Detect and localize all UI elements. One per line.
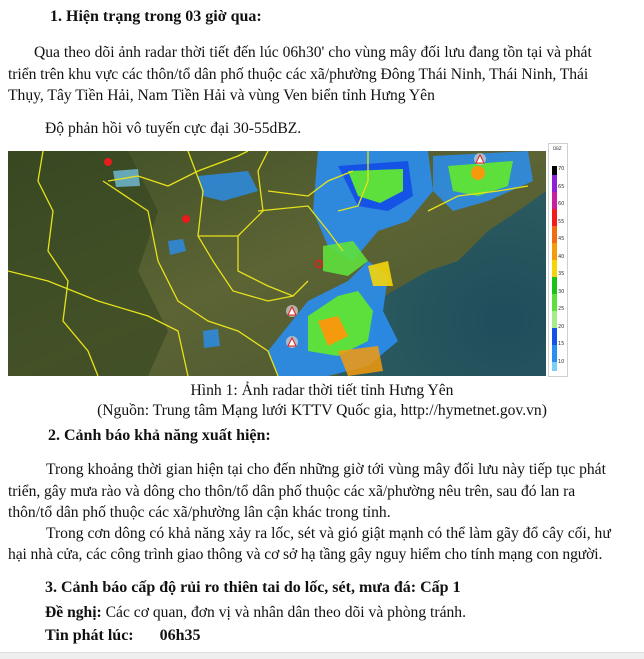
recommendation-text: Các cơ quan, đơn vị và nhân dân theo dõi và phòng tránh. [101, 604, 466, 621]
warning-icon [474, 153, 486, 165]
legend-tick-label: 40 [558, 253, 565, 260]
figure-caption: Hình 1: Ảnh radar thời tiết tỉnh Hưng Yên [190, 382, 454, 399]
legend-color-segment [552, 166, 557, 175]
legend-tick-label: 70 [558, 166, 565, 172]
section2-p2-line1: Trong cơn dông có khả năng xảy ra lốc, sét và gió giật mạnh có thể làm gãy đổ cây cối, hư [46, 525, 611, 542]
legend-tick-label: 10 [558, 358, 565, 365]
legend-color-segment [552, 277, 557, 294]
legend-color-segment [552, 175, 557, 192]
legend-tick-label: 45 [558, 236, 565, 242]
legend-tick-label: 20 [558, 323, 565, 330]
section1-paragraph-line2: triển trên khu vực các thôn/tổ dân phố thuộc các xã/phường Đông Thái Ninh, Thái Ninh, Thái [8, 66, 589, 83]
warning-icon [286, 305, 298, 317]
radar-map-image [8, 151, 546, 376]
red-marker [104, 158, 112, 166]
issued-time-row [45, 627, 201, 645]
legend-tick-label: 30 [558, 288, 565, 295]
legend-color-segment [552, 226, 557, 243]
legend-tick-label: 35 [558, 271, 565, 277]
legend-tick-label: 65 [558, 183, 565, 190]
legend-tick-label: 55 [558, 218, 565, 225]
legend-color-segment [552, 311, 557, 328]
section2-p2-line2: hại nhà cửa, các công trình giao thông và cơ sở hạ tầng gây nguy hiểm cho tính mạng con người. [8, 546, 603, 563]
recommendation [45, 602, 466, 623]
reflectivity-text: Độ phản hồi vô tuyến cực đại 30-55dBZ. [45, 120, 302, 137]
legend-tick-label: 15 [558, 341, 565, 347]
legend-tick-label: 60 [558, 201, 565, 207]
section1-paragraph-line1: Qua theo dõi ảnh radar thời tiết đến lúc 06h30' cho vùng mây đối lưu đang tồn tại và phát [34, 44, 592, 61]
legend-unit: DBZ [553, 146, 562, 151]
warning-icon [286, 336, 298, 348]
section1-heading: 1. Hiện trạng trong 03 giờ qua: [50, 8, 262, 25]
issued-time: 06h35 [159, 627, 201, 644]
section2-p1-line1: Trong khoảng thời gian hiện tại cho đến những giờ tới vùng mây đối lưu này tiếp tục phát [46, 461, 606, 478]
legend-color-segment [552, 243, 557, 260]
legend-tick-label: 25 [558, 306, 565, 312]
radar-map-graphic [8, 151, 546, 376]
recommendation-label: Đề nghị: [45, 604, 102, 621]
section2-p1-line2: triển, gây mưa rào và dông cho thôn/tổ dân phố thuộc các xã/phường nêu trên, sau đó lan ra [8, 483, 576, 500]
dbz-color-legend [548, 143, 568, 377]
legend-color-segment [552, 192, 557, 209]
section1-paragraph-line3: Thụy, Tây Tiền Hải, Nam Tiền Hải và vùng Ven biển tỉnh Hưng Yên [8, 87, 435, 104]
issued-label: Tin phát lúc: [45, 627, 134, 644]
radar-station-marker [182, 215, 190, 223]
section2-heading: 2. Cảnh báo khả năng xuất hiện: [48, 427, 271, 444]
figure-source: (Nguồn: Trung tâm Mạng lưới KTTV Quốc gia, http://hymetnet.gov.vn) [97, 402, 547, 419]
legend-color-segment [552, 345, 557, 362]
section3-heading: 3. Cảnh báo cấp độ rủi ro thiên tai do lốc, sét, mưa đá: Cấp 1 [45, 579, 461, 596]
legend-color-segment [552, 260, 557, 277]
legend-color-segment [552, 209, 557, 226]
legend-color-segment [552, 362, 557, 371]
legend-color-segment [552, 328, 557, 345]
legend-color-segment [552, 294, 557, 311]
section2-p1-line3: thôn/tổ dân phố thuộc các xã/phường lân cận khác trong tỉnh. [8, 504, 391, 521]
